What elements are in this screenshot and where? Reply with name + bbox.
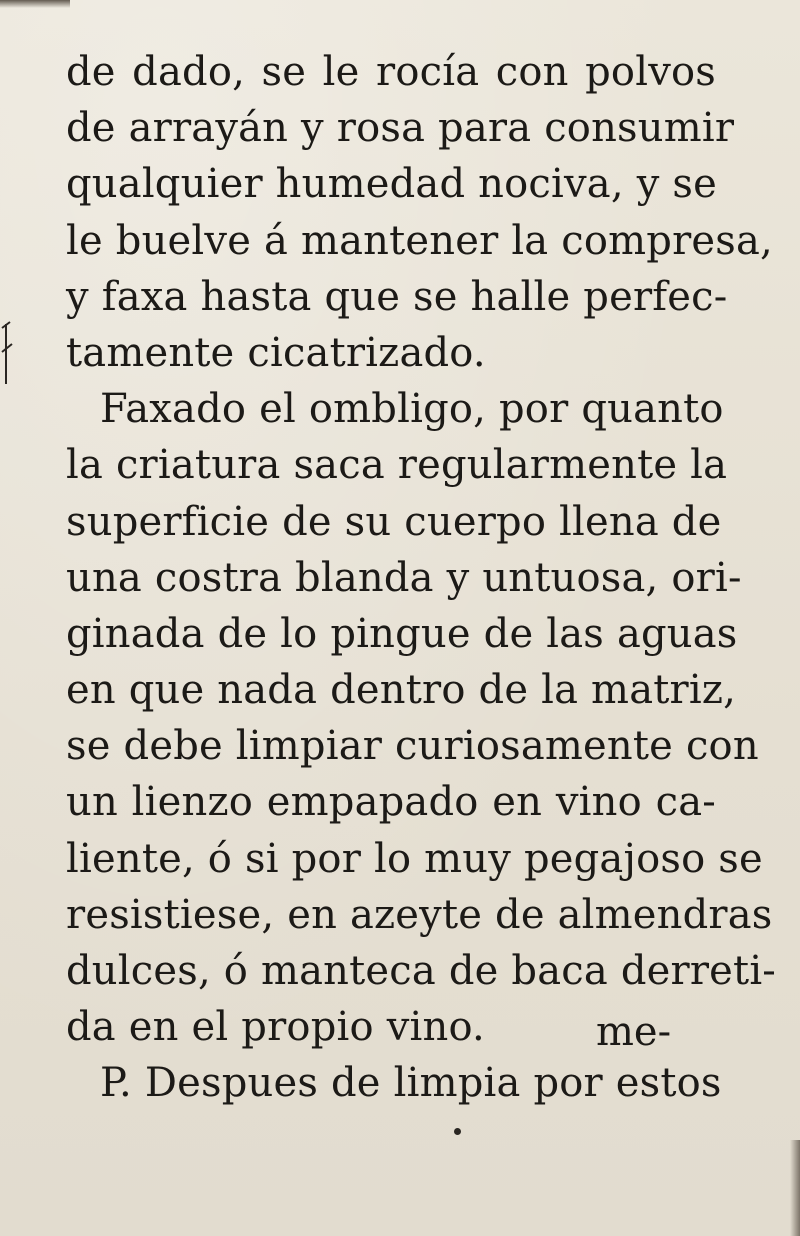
text-line: de dado, se le rocía con polvos [66, 49, 716, 95]
text-line: de arrayán y rosa para consumir [66, 105, 735, 152]
text-line: da en el propio vino. [66, 1004, 485, 1051]
text-line: le buelve á mantener la compresa, [66, 217, 773, 264]
ink-dot [454, 1128, 461, 1135]
page-edge-shadow [790, 1140, 800, 1236]
text-line: y faxa hasta que se halle perfec- [66, 273, 728, 320]
margin-mark-icon [0, 318, 14, 388]
page-corner-shadow [0, 0, 70, 8]
text-line: qualquier humedad nociva, y se [66, 161, 717, 208]
catchword: me- [596, 1009, 672, 1055]
text-line: resistiese, en azeyte de almendras [66, 891, 773, 938]
text-line: dulces, ó manteca de baca derreti- [66, 948, 777, 994]
text-line: se debe limpiar curiosamente con [66, 723, 759, 770]
text-line: P. Despues de limpia por estos [100, 1060, 722, 1107]
text-line: un lienzo empapado en vino ca- [66, 779, 716, 826]
text-line: en que nada dentro de la matriz, [66, 667, 737, 714]
body-text [66, 44, 777, 1112]
text-line: liente, ó si por lo muy pegajoso se [66, 835, 763, 882]
text-line: tamente cicatrizado. [66, 329, 486, 376]
text-line: superficie de su cuerpo llena de [66, 498, 722, 545]
text-line: una costra blanda y untuosa, ori- [66, 554, 742, 601]
text-line: Faxado el ombligo, por quanto [100, 386, 724, 433]
text-line: la criatura saca regularmente la [66, 442, 728, 489]
text-line: ginada de lo pingue de las aguas [66, 610, 738, 657]
